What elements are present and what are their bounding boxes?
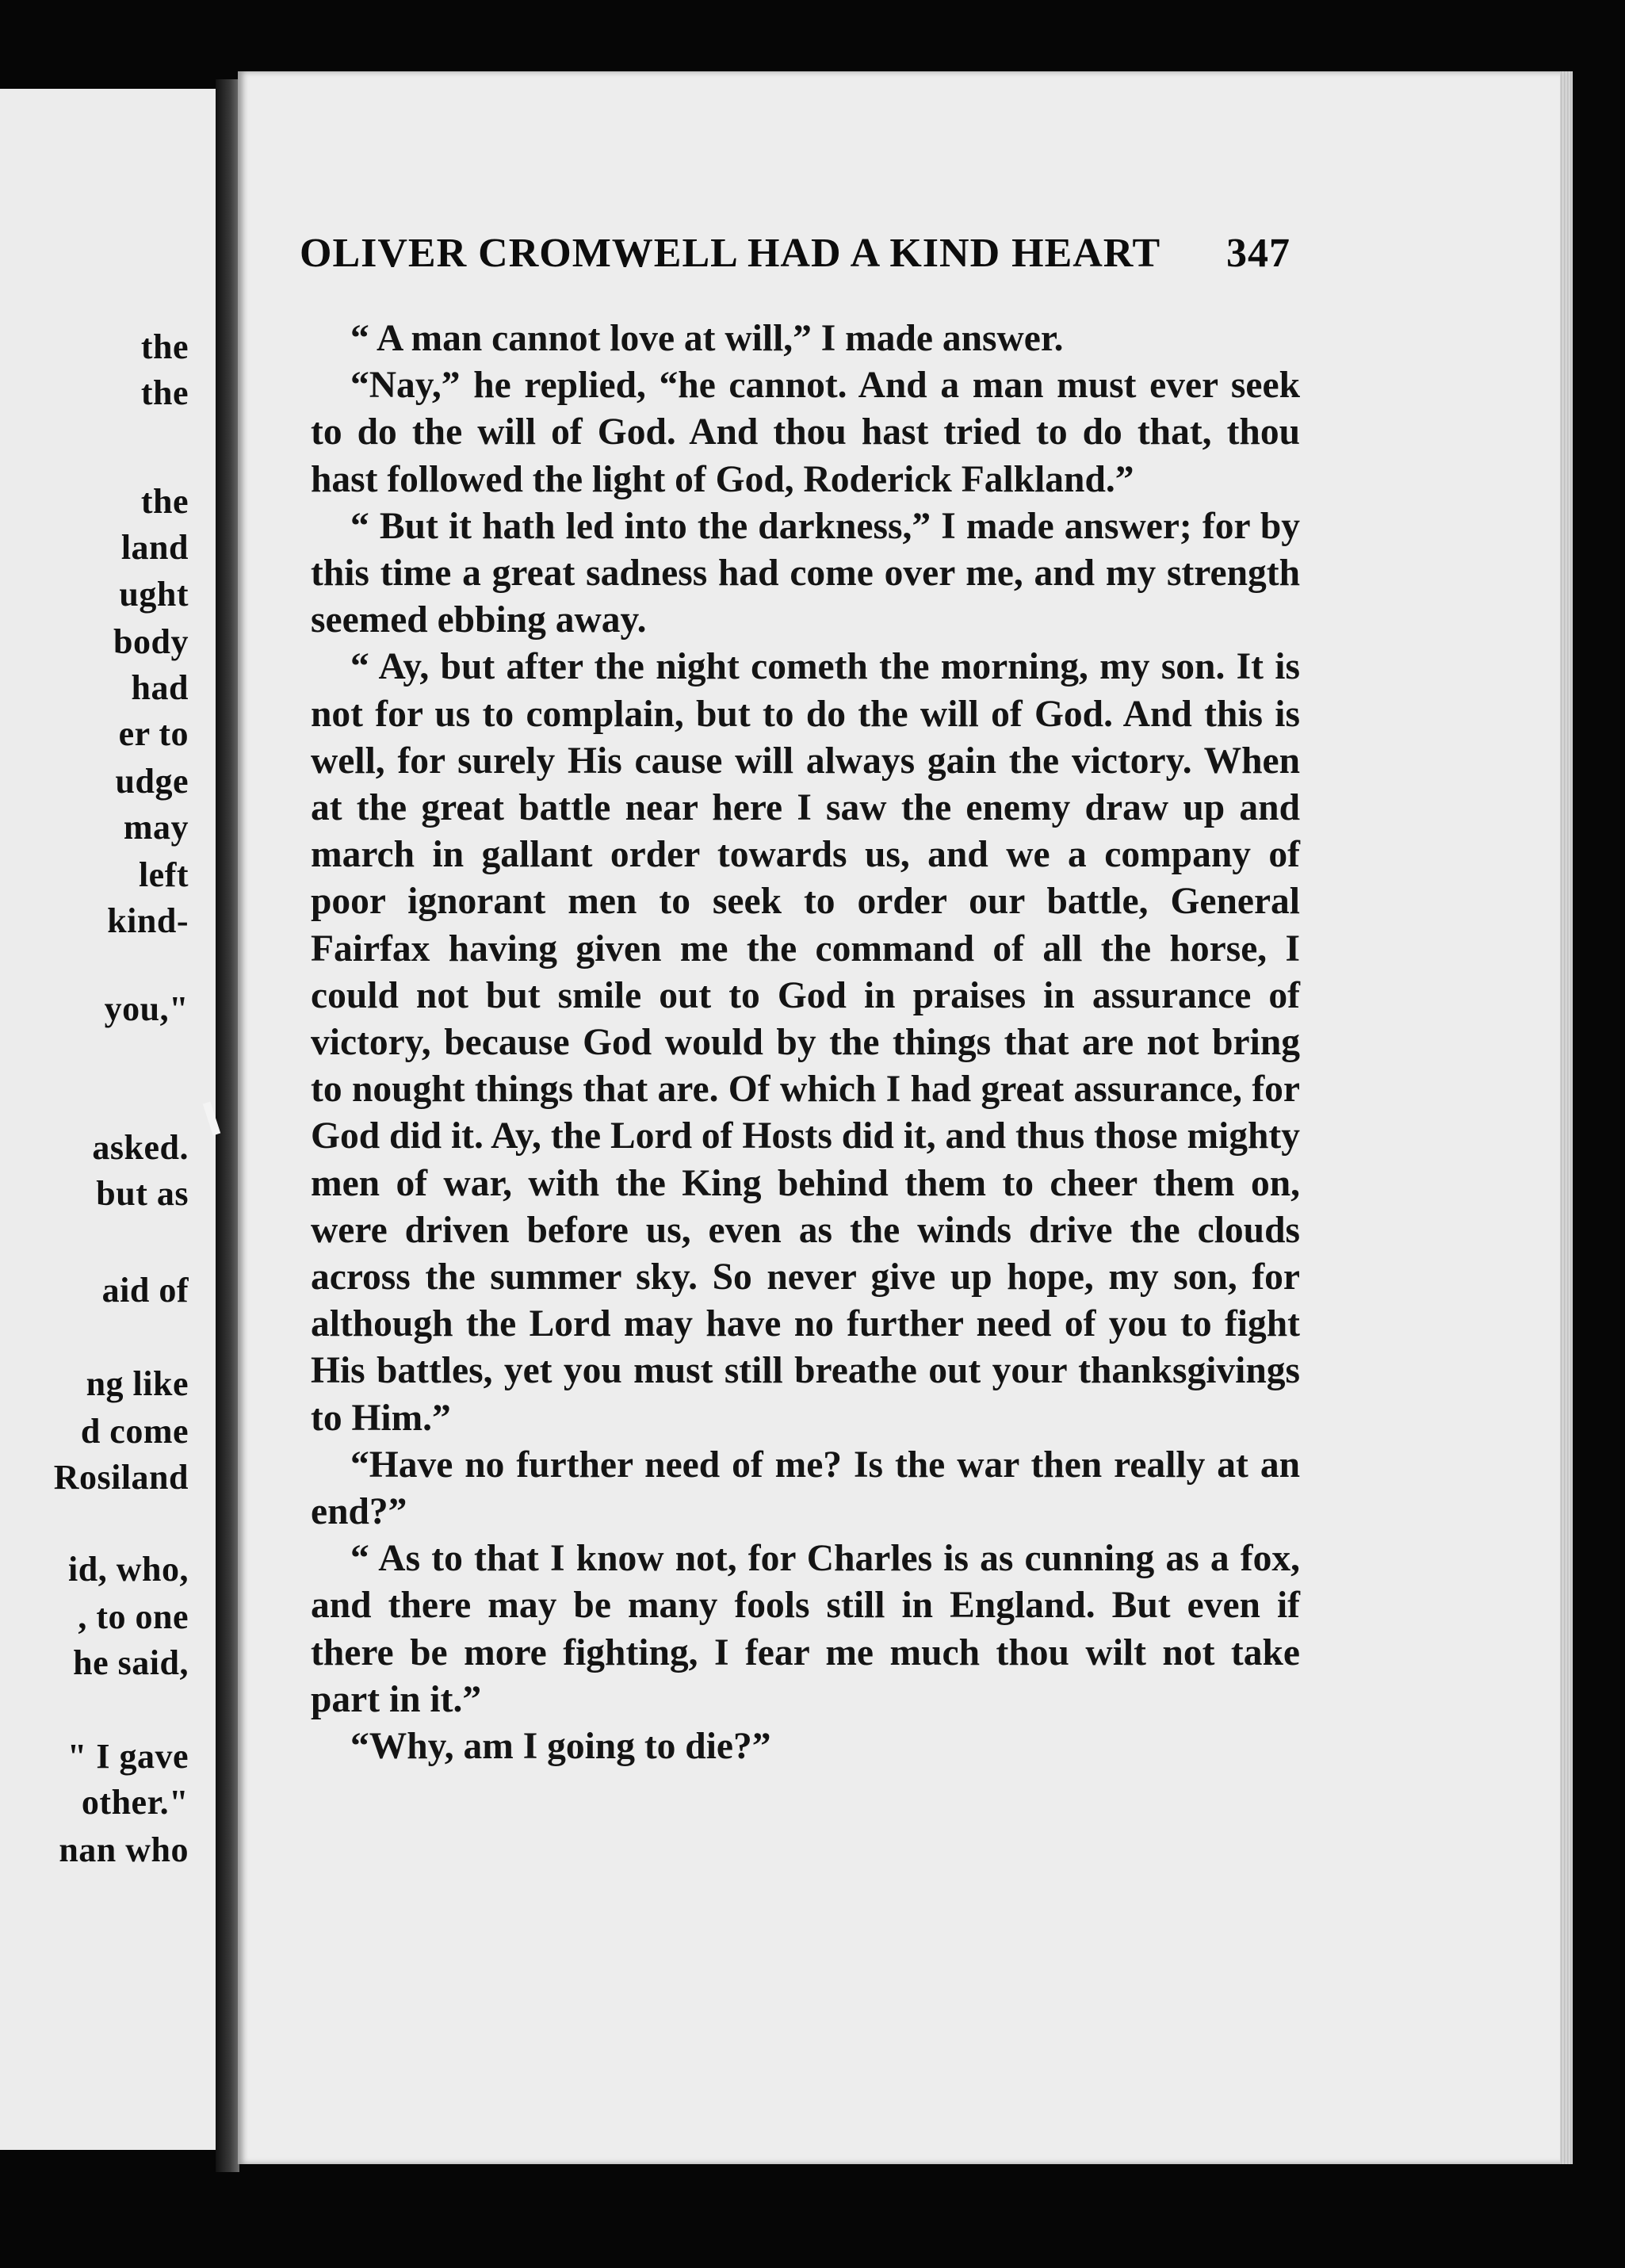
facing-page-line: nan who bbox=[59, 1830, 189, 1869]
paragraph: “ Ay, but after the night cometh the morning, my son. It is not for us to complain, but to do the will of God. And this is well, for surely His cause will always gain the victory. When at the great battle near here I saw the enemy draw up and march in gallant order towards us, and we a company of poor ignorant men to seek to order our battle, General Fairfax having given me the command of all the horse, I could not but smile out to God in praises in assurance of victory, because God would by the things that are not bring to nought things that are. Of which I had great assurance, for God did it. Ay, the Lord of Hosts did it, and thus those mighty men of war, with the King behind them to cheer them on, were driven before us, even as the winds drive the clouds across the summer sky. So never give up hope, my son, for although the Lord may have no further need of you to fight His battles, yet you must still breathe out your thanksgivings to Him.” bbox=[311, 646, 1300, 1439]
facing-page-line: d come bbox=[80, 1412, 189, 1451]
page-edge bbox=[1560, 71, 1573, 2164]
facing-page-line: other." bbox=[81, 1783, 189, 1822]
running-header bbox=[300, 230, 1290, 277]
facing-page-line: kind- bbox=[107, 901, 189, 940]
paragraph: “Have no further need of me? Is the war then really at an end?” bbox=[311, 1444, 1300, 1533]
facing-page-line: udge bbox=[115, 762, 189, 801]
facing-page-line: left bbox=[138, 855, 189, 894]
facing-page-line: er to bbox=[118, 714, 189, 753]
facing-page-line: had bbox=[131, 668, 189, 707]
page-number: 347 bbox=[1226, 231, 1290, 276]
facing-page-line: the bbox=[140, 373, 189, 412]
facing-page-line: ught bbox=[119, 575, 189, 614]
facing-page-line: you," bbox=[104, 989, 189, 1028]
paragraph: “Nay,” he replied, “he cannot. And a man must ever seek to do the will of God. And thou hast tried to do that, thou hast followed the light of God, Roderick Falkland.” bbox=[311, 365, 1300, 500]
facing-page-line: Rosiland bbox=[53, 1458, 189, 1497]
running-head-title: OLIVER CROMWELL HAD A KIND HEART bbox=[300, 231, 1161, 276]
book-gutter bbox=[216, 79, 239, 2172]
paragraph: “ As to that I know not, for Charles is as cunning as a fox, and there may be many fools still in England. But even if there be more fighting, I fear me much thou wilt not take part in it.” bbox=[311, 1538, 1300, 1720]
paragraph: “Why, am I going to die?” bbox=[350, 1726, 771, 1768]
paragraph: “ A man cannot love at will,” I made answer. bbox=[350, 318, 1064, 359]
facing-page-line: but as bbox=[96, 1174, 189, 1213]
facing-page-line: asked. bbox=[92, 1128, 189, 1167]
facing-page-line: the bbox=[140, 482, 189, 521]
facing-page-line: body bbox=[113, 622, 189, 661]
facing-page-line: land bbox=[120, 528, 189, 567]
paragraph: “ But it hath led into the darkness,” I made answer; for by this time a great sadness had come over me, and my strength seemed ebbing away. bbox=[311, 505, 1300, 641]
facing-page-line: , to one bbox=[78, 1597, 189, 1636]
facing-page-line: the bbox=[140, 327, 189, 366]
facing-page-line: may bbox=[123, 808, 189, 847]
facing-page-line: " I gave bbox=[67, 1737, 189, 1776]
facing-page-line: aid of bbox=[101, 1271, 189, 1310]
body-text bbox=[311, 316, 1300, 1770]
facing-page-line: id, who, bbox=[68, 1550, 189, 1589]
facing-page bbox=[0, 89, 220, 2150]
facing-page-line: he said, bbox=[73, 1643, 189, 1682]
facing-page-line: ng like bbox=[86, 1364, 189, 1403]
